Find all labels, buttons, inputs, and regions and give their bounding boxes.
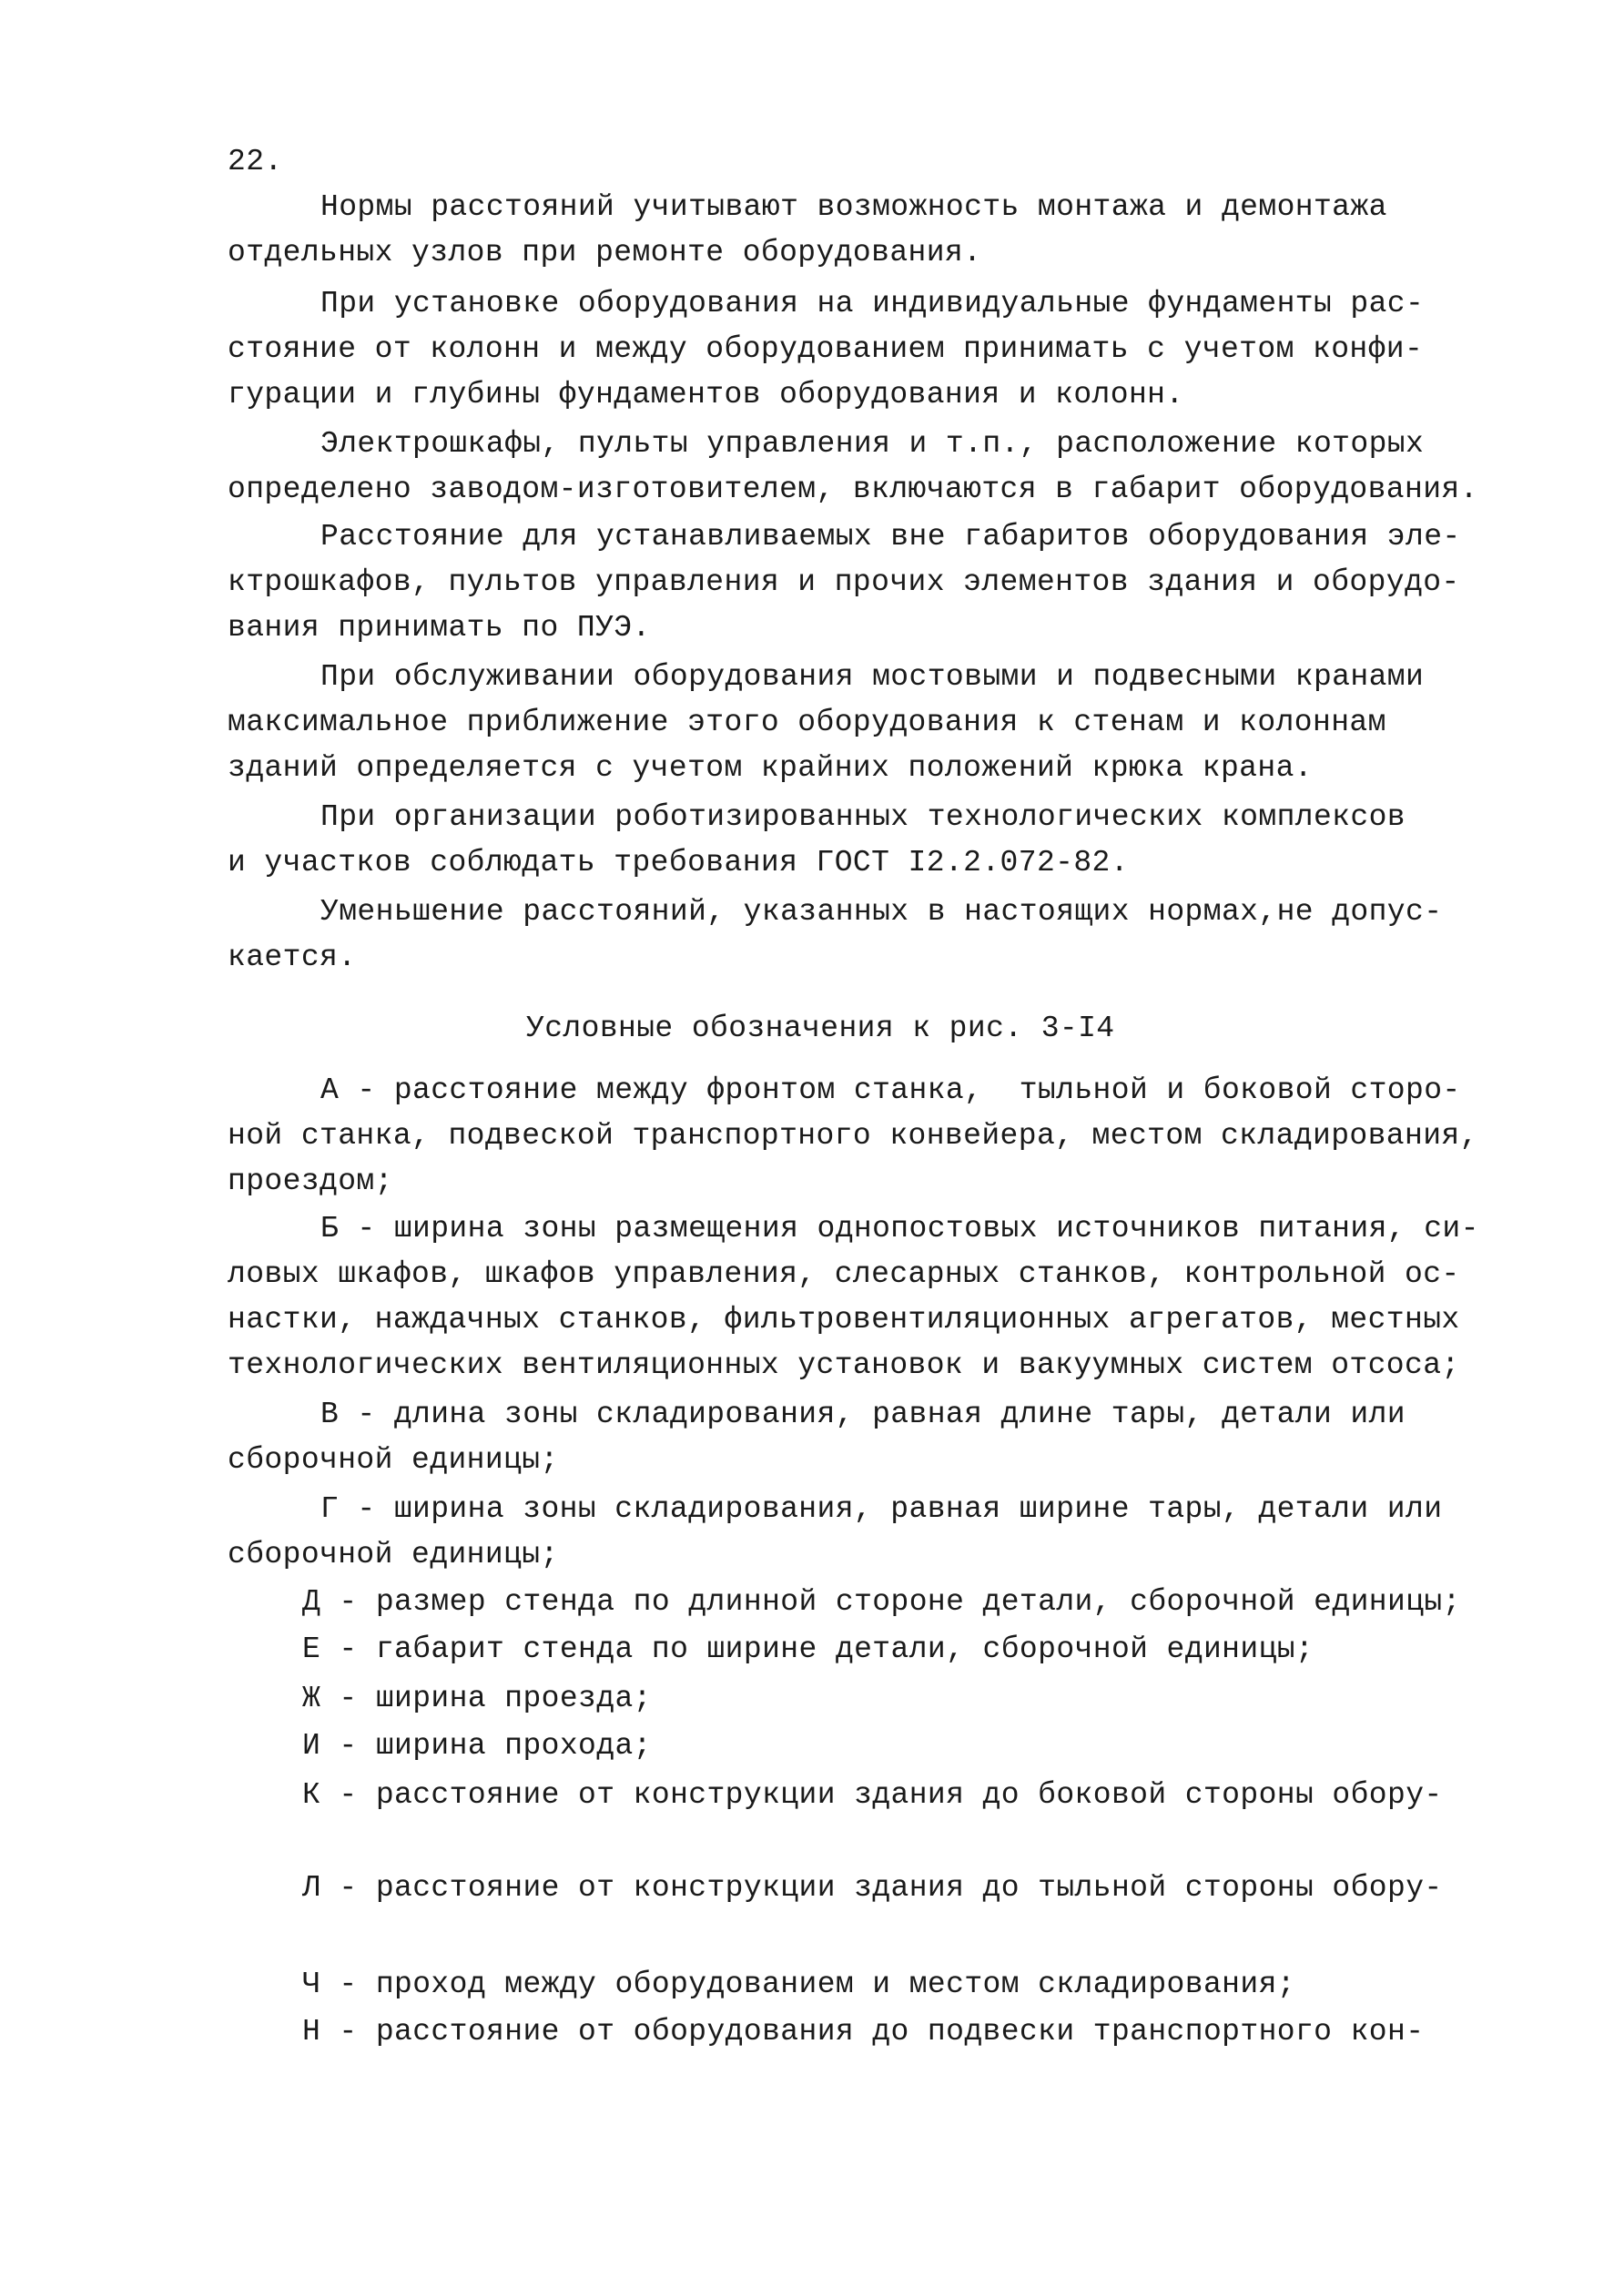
paragraph-line: Уменьшение расстояний, указанных в настоящих нормах,не допус- (320, 895, 1443, 929)
paragraph-line: Нормы расстояний учитывают возможность монтажа и демонтажа (320, 190, 1387, 224)
paragraph-line: Расстояние для устанавливаемых вне габаритов оборудования эле- (320, 520, 1461, 554)
paragraph-line: определено заводом-изготовителем, включаются в габарит оборудования. (228, 473, 1478, 506)
paragraph-line: При установке оборудования на индивидуальные фундаменты рас- (320, 287, 1425, 320)
legend-line: технологических вентиляционных установок и вакуумных систем отсоса; (228, 1348, 1460, 1382)
paragraph-line: При обслуживании оборудования мостовыми и подвесными кранами (320, 660, 1425, 694)
legend-line: И - ширина прохода; (302, 1729, 652, 1763)
legend-line: ловых шкафов, шкафов управления, слесарных станков, контрольной ос- (228, 1257, 1460, 1291)
legend-line: Л - расстояние от конструкции здания до тыльной стороны обору- (302, 1871, 1443, 1905)
legend-line: Г - ширина зоны складирования, равная ширине тары, детали или (320, 1492, 1443, 1526)
paragraph-line: максимальное приближение этого оборудования к стенам и колоннам (228, 706, 1386, 739)
paragraph-line: кается. (228, 941, 357, 974)
legend-line: Ч - проход между оборудованием и местом складирования; (302, 1968, 1295, 2001)
legend-line: Н - расстояние от оборудования до подвески транспортного кон- (302, 2015, 1425, 2049)
legend-line: Д - размер стенда по длинной стороне детали, сборочной единицы; (302, 1585, 1461, 1619)
legend-line: Б - ширина зоны размещения однопостовых источников питания, си- (320, 1212, 1479, 1246)
legend-line: В - длина зоны складирования, равная длине тары, детали или (320, 1398, 1406, 1431)
paragraph-line: ктрошкафов, пультов управления и прочих элементов здания и оборудо- (228, 565, 1460, 599)
paragraph-line: При организации роботизированных технологических комплексов (320, 800, 1406, 834)
paragraph-line: отдельных узлов при ремонте оборудования. (228, 236, 982, 269)
legend-line: Ж - ширина проезда; (302, 1682, 652, 1715)
legend-line: ной станка, подвеской транспортного конвейера, местом складирования, (228, 1119, 1478, 1153)
legend-line: Е - габарит стенда по ширине детали, сборочной единицы; (302, 1632, 1314, 1666)
section-heading: Условные обозначения к рис. 3-I4 (526, 1012, 1115, 1045)
paragraph-line: гурации и глубины фундаментов оборудования и колонн. (228, 378, 1184, 412)
legend-line: К - расстояние от конструкции здания до боковой стороны обору- (302, 1778, 1443, 1812)
paragraph-line: зданий определяется с учетом крайних положений крюка крана. (228, 751, 1313, 785)
paragraph-line: вания принимать по ПУЭ. (228, 611, 651, 645)
legend-line: сборочной единицы; (228, 1538, 559, 1571)
legend-line: А - расстояние между фронтом станка, тыльной и боковой сторо- (320, 1073, 1461, 1107)
legend-line: настки, наждачных станков, фильтровентиляционных агрегатов, местных (228, 1303, 1460, 1337)
legend-line: проездом; (228, 1164, 393, 1198)
paragraph-line: и участков соблюдать требования ГОСТ I2.2.072-82. (228, 846, 1129, 880)
page-number: 22. (228, 145, 283, 178)
paragraph-line: Электрошкафы, пульты управления и т.п., расположение которых (320, 427, 1425, 461)
legend-line: сборочной единицы; (228, 1443, 559, 1477)
paragraph-line: стояние от колонн и между оборудованием принимать с учетом конфи- (228, 332, 1424, 366)
